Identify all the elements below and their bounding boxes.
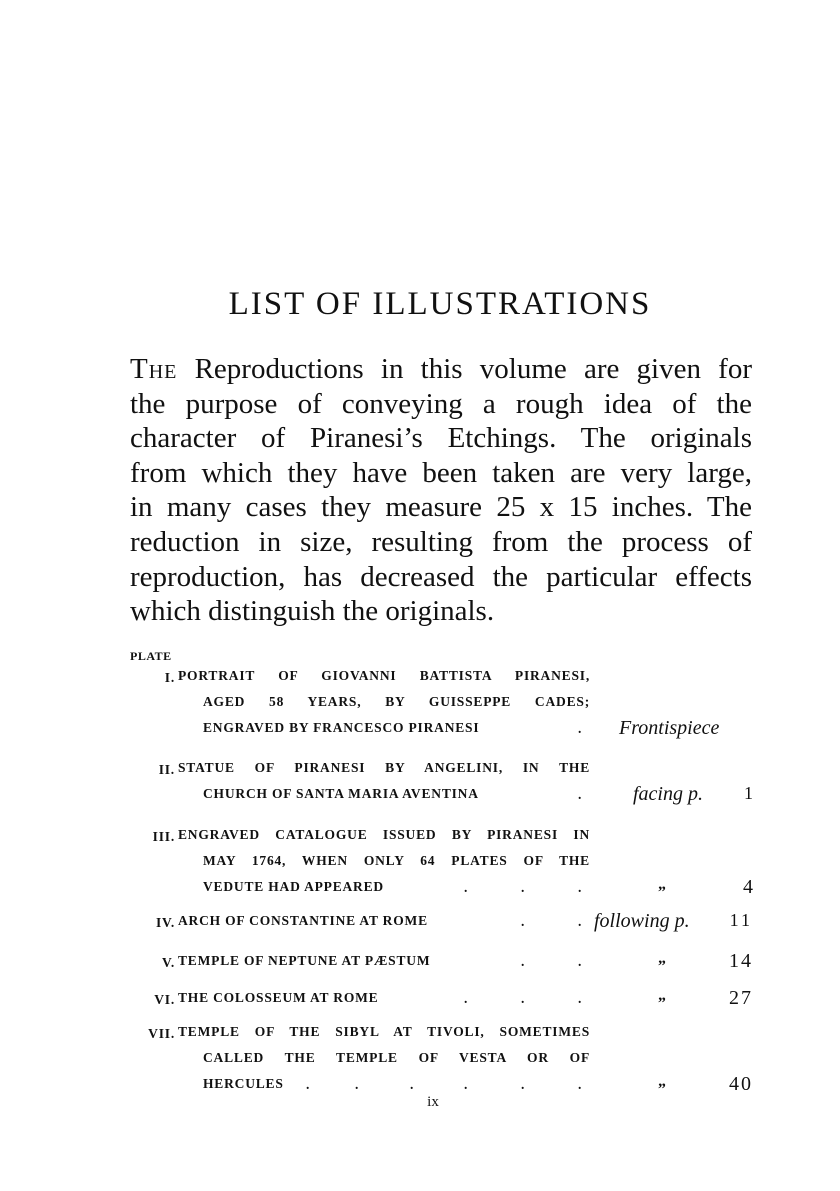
reference-page-number: 1 <box>744 783 753 803</box>
plate-number: I. <box>164 670 175 685</box>
plate-description-line: ARCH OF CONSTANTINE AT ROME <box>178 913 428 928</box>
document-page: LIST OF ILLUSTRATIONS The Reproductions in this volume are given for the purpose of conveying a rough idea of the character of Piranesi’s Etchings. The originals from which they have been taken are very large, in many cases they measure 25 x 15 inches. The reduction in size, resulting from the process of reproduction, has decreased the particular effects which distinguish the originals. PLATE I. PORTRAIT OF GIOVANNI BATTISTA PIRANESI, AGED 58 YEARS, BY GUISSEPPE CADES; ENGRAVED BY FRANCESCO PIRANESI . Frontispiece II. STATUE OF PIRANESI BY ANGELINI, IN THE CHURCH OF SANTA MARIA AVENTINA . facing p. 1 III. ENGRAVED CATALOGUE ISSUED BY PIRANESI IN MAY 1764, WHEN ONLY 64 PLATES OF THE VEDUTE HAD APPEARED . . . „ 4 IV. ARCH OF CONSTANTINE AT ROME . . following p. 11 V. TEMPLE OF NEPTUNE AT PÆSTUM . . „ 14 VI. THE COLOSSEUM AT ROME . . . „ 27 VII. TEMPLE OF THE SIBYL AT TIVOLI, SOMETIMES CALLED THE TEMPLE OF VESTA OR OF HERCULES . . . . . . „ 40 ix <box>0 0 840 1191</box>
intro-line: from which they have been taken are very large, <box>130 456 752 489</box>
intro-line: which distinguish the originals. <box>130 595 495 628</box>
plate-number: V. <box>162 955 175 970</box>
plate-description-line: THE COLOSSEUM AT ROME <box>178 990 379 1005</box>
intro-paragraph <box>130 352 752 629</box>
page-title: LIST OF ILLUSTRATIONS <box>228 286 652 322</box>
reference-page-number: 40 <box>729 1073 753 1095</box>
plate-description-line: TEMPLE OF NEPTUNE AT PÆSTUM <box>178 953 431 968</box>
plate-description-line: CALLED THE TEMPLE OF VESTA OR OF <box>203 1050 590 1065</box>
plate-description-line: HERCULES <box>203 1076 284 1091</box>
plate-description-line: ENGRAVED BY FRANCESCO PIRANESI <box>203 720 480 735</box>
plate-description-line: PORTRAIT OF GIOVANNI BATTISTA PIRANESI, <box>178 668 590 683</box>
reference-page-number: 14 <box>729 950 753 972</box>
intro-lead-word: The <box>130 353 178 385</box>
reference-page-number: 11 <box>729 910 753 930</box>
reference-page-number: 4 <box>743 876 753 898</box>
plate-description-line: TEMPLE OF THE SIBYL AT TIVOLI, SOMETIMES <box>178 1024 590 1039</box>
intro-line: character of Piranesi’s Etchings. The originals <box>130 422 752 455</box>
plate-number: VII. <box>148 1026 175 1041</box>
intro-line: reproduction, has decreased the particular effects <box>130 560 752 593</box>
plate-description-line: CHURCH OF SANTA MARIA AVENTINA <box>203 786 479 801</box>
plate-description-line: STATUE OF PIRANESI BY ANGELINI, IN THE <box>178 760 590 775</box>
intro-line: in many cases they measure 25 x 15 inches. The <box>130 491 752 524</box>
reference-page-number: 27 <box>729 987 753 1009</box>
reference-label: following p. <box>594 910 690 932</box>
ditto-mark: „ <box>658 950 666 967</box>
plate-description-line: MAY 1764, WHEN ONLY 64 PLATES OF THE <box>203 853 590 868</box>
reference-label: Frontispiece <box>619 717 720 739</box>
ditto-mark: „ <box>658 987 666 1004</box>
plate-description-line: ENGRAVED CATALOGUE ISSUED BY PIRANESI IN <box>178 827 590 842</box>
intro-line-text: Reproductions in this volume are given for <box>177 353 752 385</box>
plate-number: III. <box>152 829 175 844</box>
intro-line: the purpose of conveying a rough idea of the <box>130 387 752 420</box>
plate-description-line: AGED 58 YEARS, BY GUISSEPPE CADES; <box>203 694 590 709</box>
intro-line <box>130 352 752 387</box>
plate-column-heading: PLATE <box>130 649 172 663</box>
ditto-mark: „ <box>658 876 666 893</box>
plate-description-line: VEDUTE HAD APPEARED <box>203 879 384 894</box>
ditto-mark: „ <box>658 1073 666 1090</box>
plate-number: IV. <box>155 915 175 930</box>
page-number-footer: ix <box>427 1094 439 1110</box>
intro-line: reduction in size, resulting from the process of <box>130 525 752 558</box>
plate-number: II. <box>158 762 175 777</box>
reference-label: facing p. <box>633 783 703 805</box>
plate-number: VI. <box>154 992 175 1007</box>
